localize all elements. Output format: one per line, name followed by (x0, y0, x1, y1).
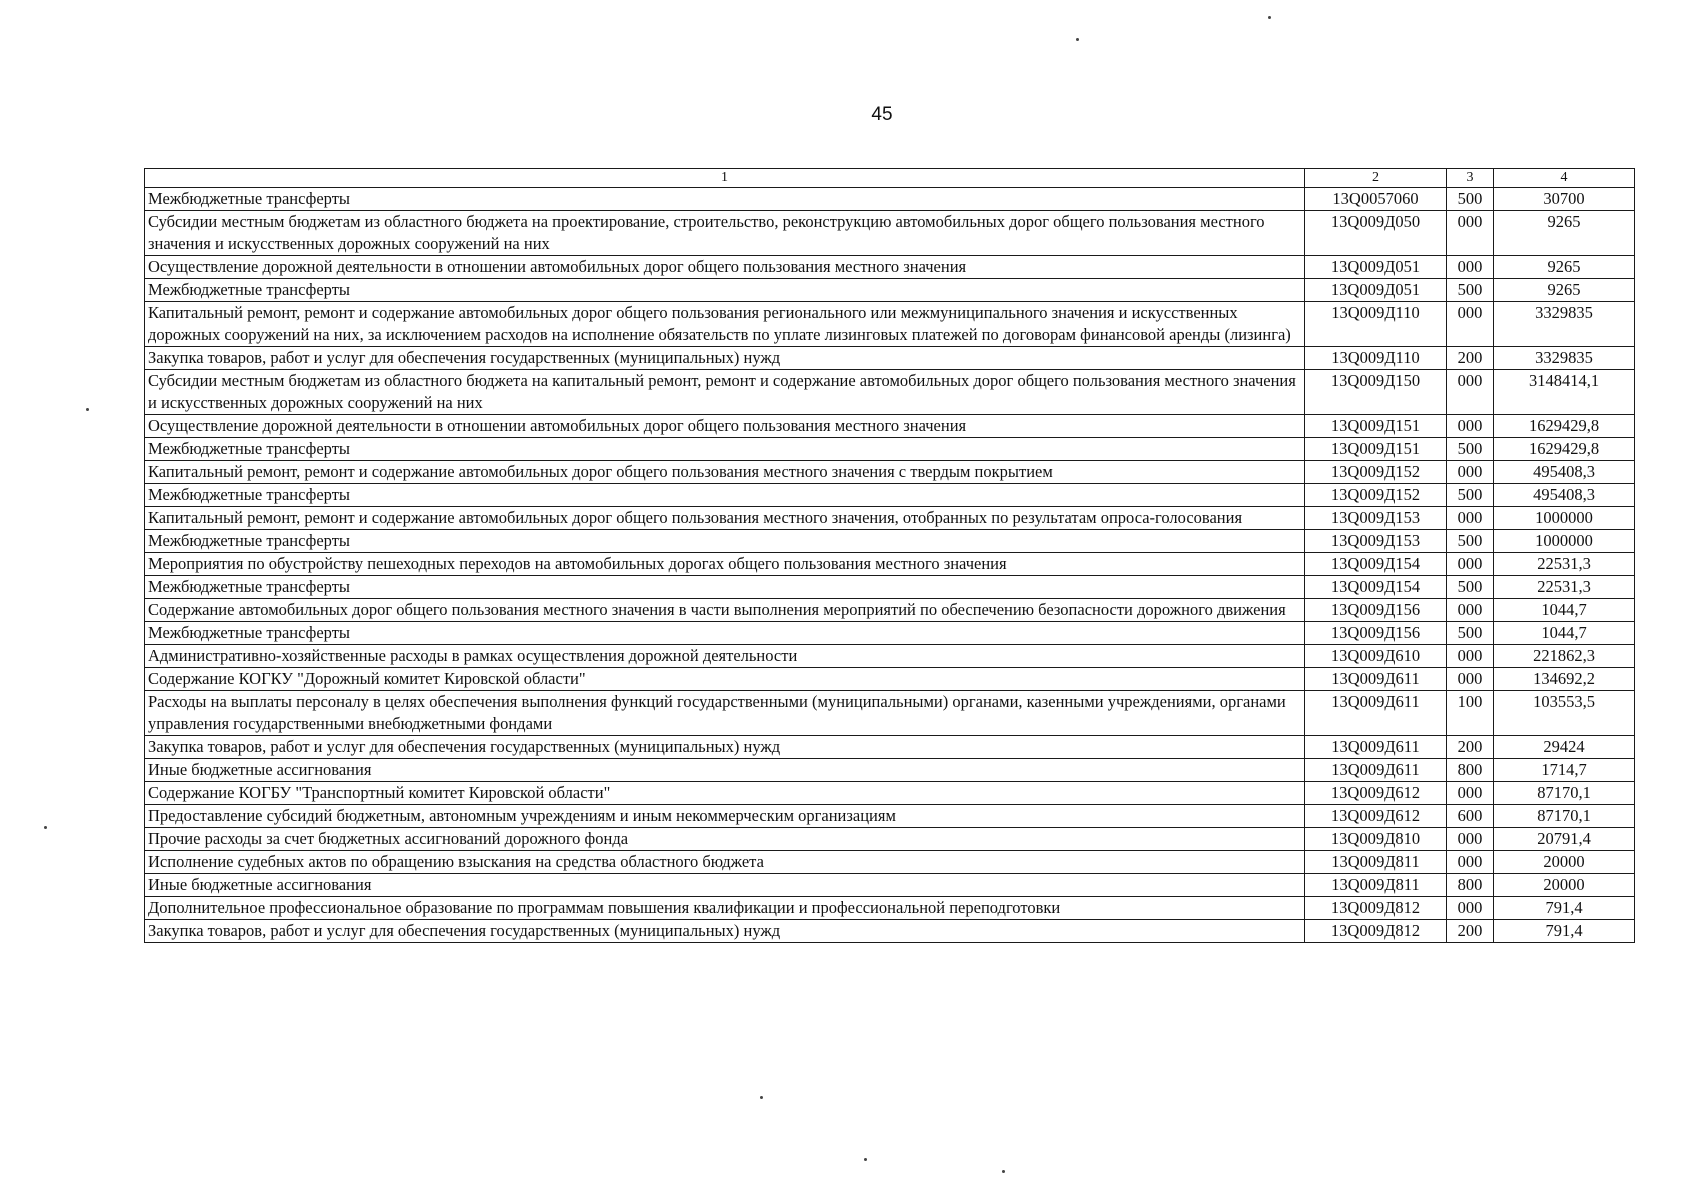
table-row (145, 805, 1635, 828)
row-name-cell: Закупка товаров, работ и услуг для обеспечения государственных (муниципальных) нужд (145, 920, 1305, 943)
row-expense-type-cell: 100 (1447, 691, 1494, 736)
row-expense-type-cell: 200 (1447, 347, 1494, 370)
row-expense-type-cell: 000 (1447, 370, 1494, 415)
row-amount-cell: 1044,7 (1494, 622, 1635, 645)
row-code-cell: 13Q009Д611 (1305, 736, 1447, 759)
scan-speck (760, 1096, 763, 1099)
row-name-cell: Мероприятия по обустройству пешеходных переходов на автомобильных дорогах общего пользования местного значения (145, 553, 1305, 576)
row-name-cell: Межбюджетные трансферты (145, 279, 1305, 302)
row-name-cell: Иные бюджетные ассигнования (145, 759, 1305, 782)
scan-speck (86, 408, 89, 411)
row-amount-cell: 9265 (1494, 256, 1635, 279)
table-row (145, 736, 1635, 759)
row-expense-type-cell: 000 (1447, 897, 1494, 920)
row-code-cell: 13Q009Д612 (1305, 805, 1447, 828)
row-code-cell: 13Q009Д150 (1305, 370, 1447, 415)
row-name-cell: Закупка товаров, работ и услуг для обеспечения государственных (муниципальных) нужд (145, 347, 1305, 370)
row-expense-type-cell: 500 (1447, 438, 1494, 461)
header-cell-code: 2 (1305, 169, 1447, 188)
row-code-cell: 13Q009Д611 (1305, 759, 1447, 782)
header-cell-amount: 4 (1494, 169, 1635, 188)
row-amount-cell: 3329835 (1494, 347, 1635, 370)
row-code-cell: 13Q009Д110 (1305, 302, 1447, 347)
row-amount-cell: 221862,3 (1494, 645, 1635, 668)
row-expense-type-cell: 000 (1447, 668, 1494, 691)
row-amount-cell: 1629429,8 (1494, 415, 1635, 438)
row-name-cell: Административно-хозяйственные расходы в рамках осуществления дорожной деятельности (145, 645, 1305, 668)
row-amount-cell: 22531,3 (1494, 576, 1635, 599)
table-row (145, 302, 1635, 347)
scan-speck (1002, 1170, 1005, 1173)
table-row (145, 920, 1635, 943)
row-name-cell: Осуществление дорожной деятельности в отношении автомобильных дорог общего пользования местного значения (145, 415, 1305, 438)
row-code-cell: 13Q009Д156 (1305, 599, 1447, 622)
table-row (145, 599, 1635, 622)
row-name-cell: Межбюджетные трансферты (145, 622, 1305, 645)
table-row (145, 576, 1635, 599)
budget-table (144, 168, 1635, 943)
row-expense-type-cell: 000 (1447, 599, 1494, 622)
row-name-cell: Капитальный ремонт, ремонт и содержание автомобильных дорог общего пользования местного значения с твердым покрытием (145, 461, 1305, 484)
row-expense-type-cell: 500 (1447, 279, 1494, 302)
row-code-cell: 13Q009Д152 (1305, 484, 1447, 507)
row-expense-type-cell: 000 (1447, 507, 1494, 530)
row-name-cell: Прочие расходы за счет бюджетных ассигнований дорожного фонда (145, 828, 1305, 851)
row-name-cell: Межбюджетные трансферты (145, 438, 1305, 461)
row-amount-cell: 495408,3 (1494, 461, 1635, 484)
row-amount-cell: 29424 (1494, 736, 1635, 759)
row-amount-cell: 9265 (1494, 279, 1635, 302)
header-cell-type: 3 (1447, 169, 1494, 188)
row-amount-cell: 20791,4 (1494, 828, 1635, 851)
table-row (145, 530, 1635, 553)
row-code-cell: 13Q009Д812 (1305, 897, 1447, 920)
row-amount-cell: 791,4 (1494, 897, 1635, 920)
table-row (145, 782, 1635, 805)
row-code-cell: 13Q009Д051 (1305, 279, 1447, 302)
table-row (145, 645, 1635, 668)
row-code-cell: 13Q009Д154 (1305, 576, 1447, 599)
row-name-cell: Субсидии местным бюджетам из областного бюджета на проектирование, строительство, реконструкцию автомобильных дорог общего пользования местного значения и искусственных дорожных сооружений на них (145, 211, 1305, 256)
table-row (145, 622, 1635, 645)
row-amount-cell: 9265 (1494, 211, 1635, 256)
row-name-cell: Исполнение судебных актов по обращению взыскания на средства областного бюджета (145, 851, 1305, 874)
table-row (145, 484, 1635, 507)
row-name-cell: Содержание КОГБУ "Транспортный комитет Кировской области" (145, 782, 1305, 805)
row-name-cell: Закупка товаров, работ и услуг для обеспечения государственных (муниципальных) нужд (145, 736, 1305, 759)
row-code-cell: 13Q0057060 (1305, 188, 1447, 211)
row-amount-cell: 495408,3 (1494, 484, 1635, 507)
row-name-cell: Межбюджетные трансферты (145, 530, 1305, 553)
row-expense-type-cell: 000 (1447, 553, 1494, 576)
row-expense-type-cell: 200 (1447, 736, 1494, 759)
row-code-cell: 13Q009Д156 (1305, 622, 1447, 645)
table-row (145, 759, 1635, 782)
table-header-row (145, 169, 1635, 188)
row-code-cell: 13Q009Д611 (1305, 668, 1447, 691)
table-row (145, 438, 1635, 461)
row-expense-type-cell: 000 (1447, 302, 1494, 347)
table-row (145, 507, 1635, 530)
table-row (145, 347, 1635, 370)
table-row (145, 553, 1635, 576)
row-expense-type-cell: 500 (1447, 188, 1494, 211)
row-code-cell: 13Q009Д810 (1305, 828, 1447, 851)
table-row (145, 897, 1635, 920)
row-code-cell: 13Q009Д812 (1305, 920, 1447, 943)
row-amount-cell: 3329835 (1494, 302, 1635, 347)
row-amount-cell: 1000000 (1494, 530, 1635, 553)
row-name-cell: Осуществление дорожной деятельности в отношении автомобильных дорог общего пользования местного значения (145, 256, 1305, 279)
table-row (145, 874, 1635, 897)
row-expense-type-cell: 000 (1447, 645, 1494, 668)
table-row (145, 256, 1635, 279)
row-name-cell: Субсидии местным бюджетам из областного бюджета на капитальный ремонт, ремонт и содержание автомобильных дорог общего пользования местного значения и искусственных дорожных сооружений на них (145, 370, 1305, 415)
row-name-cell: Межбюджетные трансферты (145, 188, 1305, 211)
table-row (145, 211, 1635, 256)
row-code-cell: 13Q009Д811 (1305, 851, 1447, 874)
row-amount-cell: 3148414,1 (1494, 370, 1635, 415)
row-name-cell: Капитальный ремонт, ремонт и содержание автомобильных дорог общего пользования регионального или межмуниципального значения и искусственных дорожных сооружений на них, за исключением расходов на исполнение обязательств по уплате лизинговых платежей по договорам финансовой аренды (лизинга) (145, 302, 1305, 347)
row-amount-cell: 30700 (1494, 188, 1635, 211)
row-name-cell: Предоставление субсидий бюджетным, автономным учреждениям и иным некоммерческим организациям (145, 805, 1305, 828)
table-row (145, 370, 1635, 415)
row-expense-type-cell: 500 (1447, 530, 1494, 553)
row-expense-type-cell: 500 (1447, 576, 1494, 599)
row-code-cell: 13Q009Д051 (1305, 256, 1447, 279)
row-name-cell: Расходы на выплаты персоналу в целях обеспечения выполнения функций государственными (муниципальными) органами, казенными учреждениями, органами управления государственными внебюджетными фондами (145, 691, 1305, 736)
table-row (145, 188, 1635, 211)
row-amount-cell: 1629429,8 (1494, 438, 1635, 461)
row-amount-cell: 22531,3 (1494, 553, 1635, 576)
row-amount-cell: 103553,5 (1494, 691, 1635, 736)
row-amount-cell: 20000 (1494, 851, 1635, 874)
table-row (145, 851, 1635, 874)
row-expense-type-cell: 000 (1447, 828, 1494, 851)
row-expense-type-cell: 600 (1447, 805, 1494, 828)
row-expense-type-cell: 000 (1447, 211, 1494, 256)
row-code-cell: 13Q009Д612 (1305, 782, 1447, 805)
row-code-cell: 13Q009Д153 (1305, 530, 1447, 553)
row-name-cell: Дополнительное профессиональное образование по программам повышения квалификации и профессиональной переподготовки (145, 897, 1305, 920)
row-name-cell: Иные бюджетные ассигнования (145, 874, 1305, 897)
table-row (145, 461, 1635, 484)
row-expense-type-cell: 500 (1447, 622, 1494, 645)
row-name-cell: Межбюджетные трансферты (145, 484, 1305, 507)
row-code-cell: 13Q009Д610 (1305, 645, 1447, 668)
row-expense-type-cell: 000 (1447, 256, 1494, 279)
scan-speck (864, 1158, 867, 1161)
row-code-cell: 13Q009Д152 (1305, 461, 1447, 484)
row-amount-cell: 1714,7 (1494, 759, 1635, 782)
row-expense-type-cell: 000 (1447, 782, 1494, 805)
row-expense-type-cell: 000 (1447, 461, 1494, 484)
row-code-cell: 13Q009Д154 (1305, 553, 1447, 576)
row-name-cell: Капитальный ремонт, ремонт и содержание автомобильных дорог общего пользования местного значения, отобранных по результатам опроса-голосования (145, 507, 1305, 530)
row-amount-cell: 791,4 (1494, 920, 1635, 943)
row-code-cell: 13Q009Д151 (1305, 415, 1447, 438)
row-amount-cell: 20000 (1494, 874, 1635, 897)
table-row (145, 279, 1635, 302)
scan-speck (44, 826, 47, 829)
row-code-cell: 13Q009Д611 (1305, 691, 1447, 736)
row-expense-type-cell: 800 (1447, 759, 1494, 782)
table-row (145, 691, 1635, 736)
table-row (145, 828, 1635, 851)
row-amount-cell: 134692,2 (1494, 668, 1635, 691)
row-name-cell: Межбюджетные трансферты (145, 576, 1305, 599)
row-amount-cell: 1044,7 (1494, 599, 1635, 622)
row-expense-type-cell: 000 (1447, 851, 1494, 874)
scan-speck (1268, 16, 1271, 19)
page-number: 45 (871, 104, 893, 125)
table-row (145, 668, 1635, 691)
row-code-cell: 13Q009Д050 (1305, 211, 1447, 256)
row-expense-type-cell: 200 (1447, 920, 1494, 943)
row-expense-type-cell: 500 (1447, 484, 1494, 507)
row-code-cell: 13Q009Д110 (1305, 347, 1447, 370)
table-body (145, 188, 1635, 943)
row-expense-type-cell: 000 (1447, 415, 1494, 438)
row-name-cell: Содержание КОГКУ "Дорожный комитет Кировской области" (145, 668, 1305, 691)
row-name-cell: Содержание автомобильных дорог общего пользования местного значения в части выполнения мероприятий по обеспечению безопасности дорожного движения (145, 599, 1305, 622)
row-expense-type-cell: 800 (1447, 874, 1494, 897)
row-code-cell: 13Q009Д151 (1305, 438, 1447, 461)
scan-speck (1076, 38, 1079, 41)
row-code-cell: 13Q009Д153 (1305, 507, 1447, 530)
header-cell-name: 1 (145, 169, 1305, 188)
row-amount-cell: 87170,1 (1494, 805, 1635, 828)
row-amount-cell: 87170,1 (1494, 782, 1635, 805)
row-amount-cell: 1000000 (1494, 507, 1635, 530)
row-code-cell: 13Q009Д811 (1305, 874, 1447, 897)
table-row (145, 415, 1635, 438)
